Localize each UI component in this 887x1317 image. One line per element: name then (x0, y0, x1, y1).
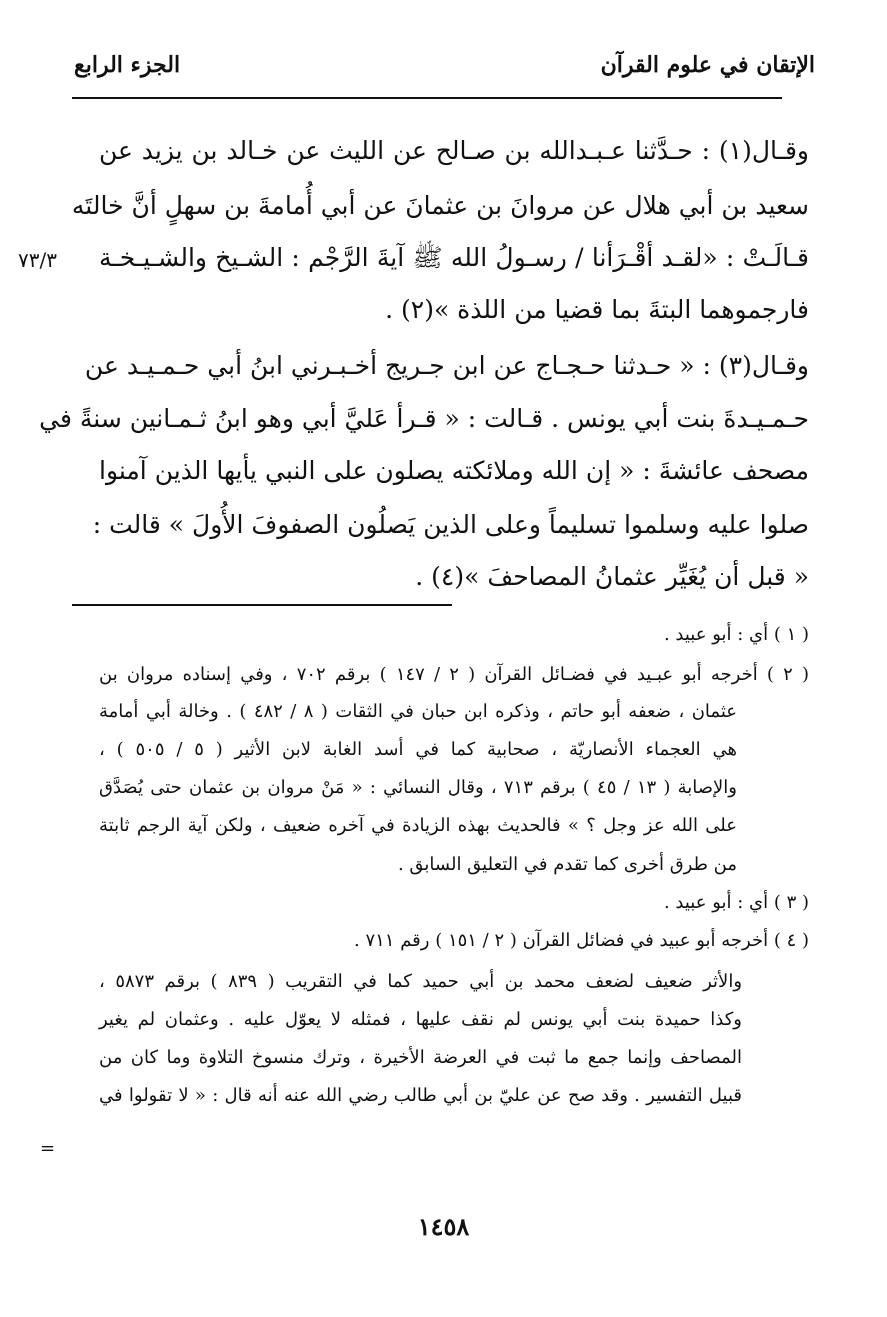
text-line: مصحف عائشةَ : « إن الله وملائكته يصلون على النبي يأيها الذين آمنوا (99, 456, 809, 485)
text-line: وقـال(٣) : « حـدثنا حـجـاج عن ابن جـريج أخـبـرني ابنُ أبي حـمـيـد عن (84, 351, 809, 380)
footnote-line: من طرق أخرى كما تقدم في التعليق السابق . (397, 854, 737, 875)
page-number: ١٤٥٨ (417, 1212, 470, 1241)
footnote-line: على الله عز وجل ؟ » فالحديث بهذه الزيادة في آخره ضعيف ، ولكن آية الرجم ثابتة (99, 815, 737, 836)
text-line: « قبل أن يُغَيِّر عثمانُ المصاحفَ »(٤) . (415, 562, 809, 591)
text-line: وقـال(١) : حـدَّثنا عـبـدالله بن صـالح عن الليث عن خـالد بن يزيد عن (99, 136, 809, 165)
footnote-line: هي العجماء الأنصاريّة ، صحابية كما في أسد الغابة لابن الأثير ( ٥ / ٥٠٥ ) ، (99, 739, 737, 760)
footnote-line: ( ١ ) أي : أبو عبيد . (663, 624, 809, 645)
footnote-line: والإصابة ( ١٣ / ٤٥ ) برقم ٧١٣ ، وقال النسائي : « مَنْ مروان بن عثمان حتى يُصَدَّق (99, 777, 737, 798)
text-line: حـمـيـدةَ بنت أبي يونس . قـالت : « قـرأ عَليَّ أبي وهو ابنُ ثـمـانين سنةً في (39, 404, 809, 433)
footnote-line: ( ٤ ) أخرجه أبو عبيد في فضائل القرآن ( ٢ / ١٥١ ) رقم ٧١١ . (354, 930, 809, 951)
text-line: قـالَـتْ : «لقـد أقْـرَأنا / رسـولُ الله ﷺ آيةَ الرَّجْم : الشـيخ والشـيـخـة (99, 243, 809, 272)
text-line: سعيد بن أبي هلال عن مروانَ بن عثمانَ عن أبي أُمامةَ بن سهلٍ أنَّ خالتَه (71, 191, 809, 220)
header-rule (72, 97, 782, 99)
running-header-volume: الجزء الرابع (74, 52, 181, 78)
text-line: فارجموهما البتةَ بما قضيا من اللذة »(٢) . (385, 295, 809, 324)
continuation-mark: = (40, 1138, 56, 1159)
running-header-title: الإتقان في علوم القرآن (600, 52, 815, 78)
footnote-line: المصاحف وإنما جمع ما ثبت في العرضة الأخيرة ، وترك منسوخ التلاوة وما كان من (99, 1047, 742, 1068)
footnote-line: ( ٢ ) أخرجه أبو عبـيد في فضـائل القرآن ( ٢ / ١٤٧ ) برقم ٧٠٢ ، وفي إسناده مروان بن (99, 664, 809, 685)
footnote-separator (72, 604, 452, 606)
footnote-line: وكذا حميدة بنت أبي يونس لم نقف عليها ، فمثله لا يعوّل عليه . وعثمان لم يغير (99, 1009, 742, 1030)
footnote-line: والأثر ضعيف لضعف محمد بن أبي حميد كما في التقريب ( ٨٣٩ ) برقم ٥٨٧٣ ، (99, 971, 743, 992)
footnote-line: عثمان ، ضعفه أبو حاتم ، وذكره ابن حبان في الثقات ( ٨ / ٤٨٢ ) . وخالة أبي أمامة (99, 701, 737, 722)
footnote-line: قبيل التفسير . وقد صح عن عليّ بن أبي طالب رضي الله عنه أنه قال : « لا تقولوا في (99, 1085, 742, 1106)
footnote-line: ( ٣ ) أي : أبو عبيد . (663, 892, 809, 913)
text-line: صلوا عليه وسلموا تسليماً وعلى الذين يَصلُون الصفوفَ الأُولَ » قالت : (92, 510, 809, 539)
margin-page-reference: ٧٣/٣ (18, 248, 57, 272)
